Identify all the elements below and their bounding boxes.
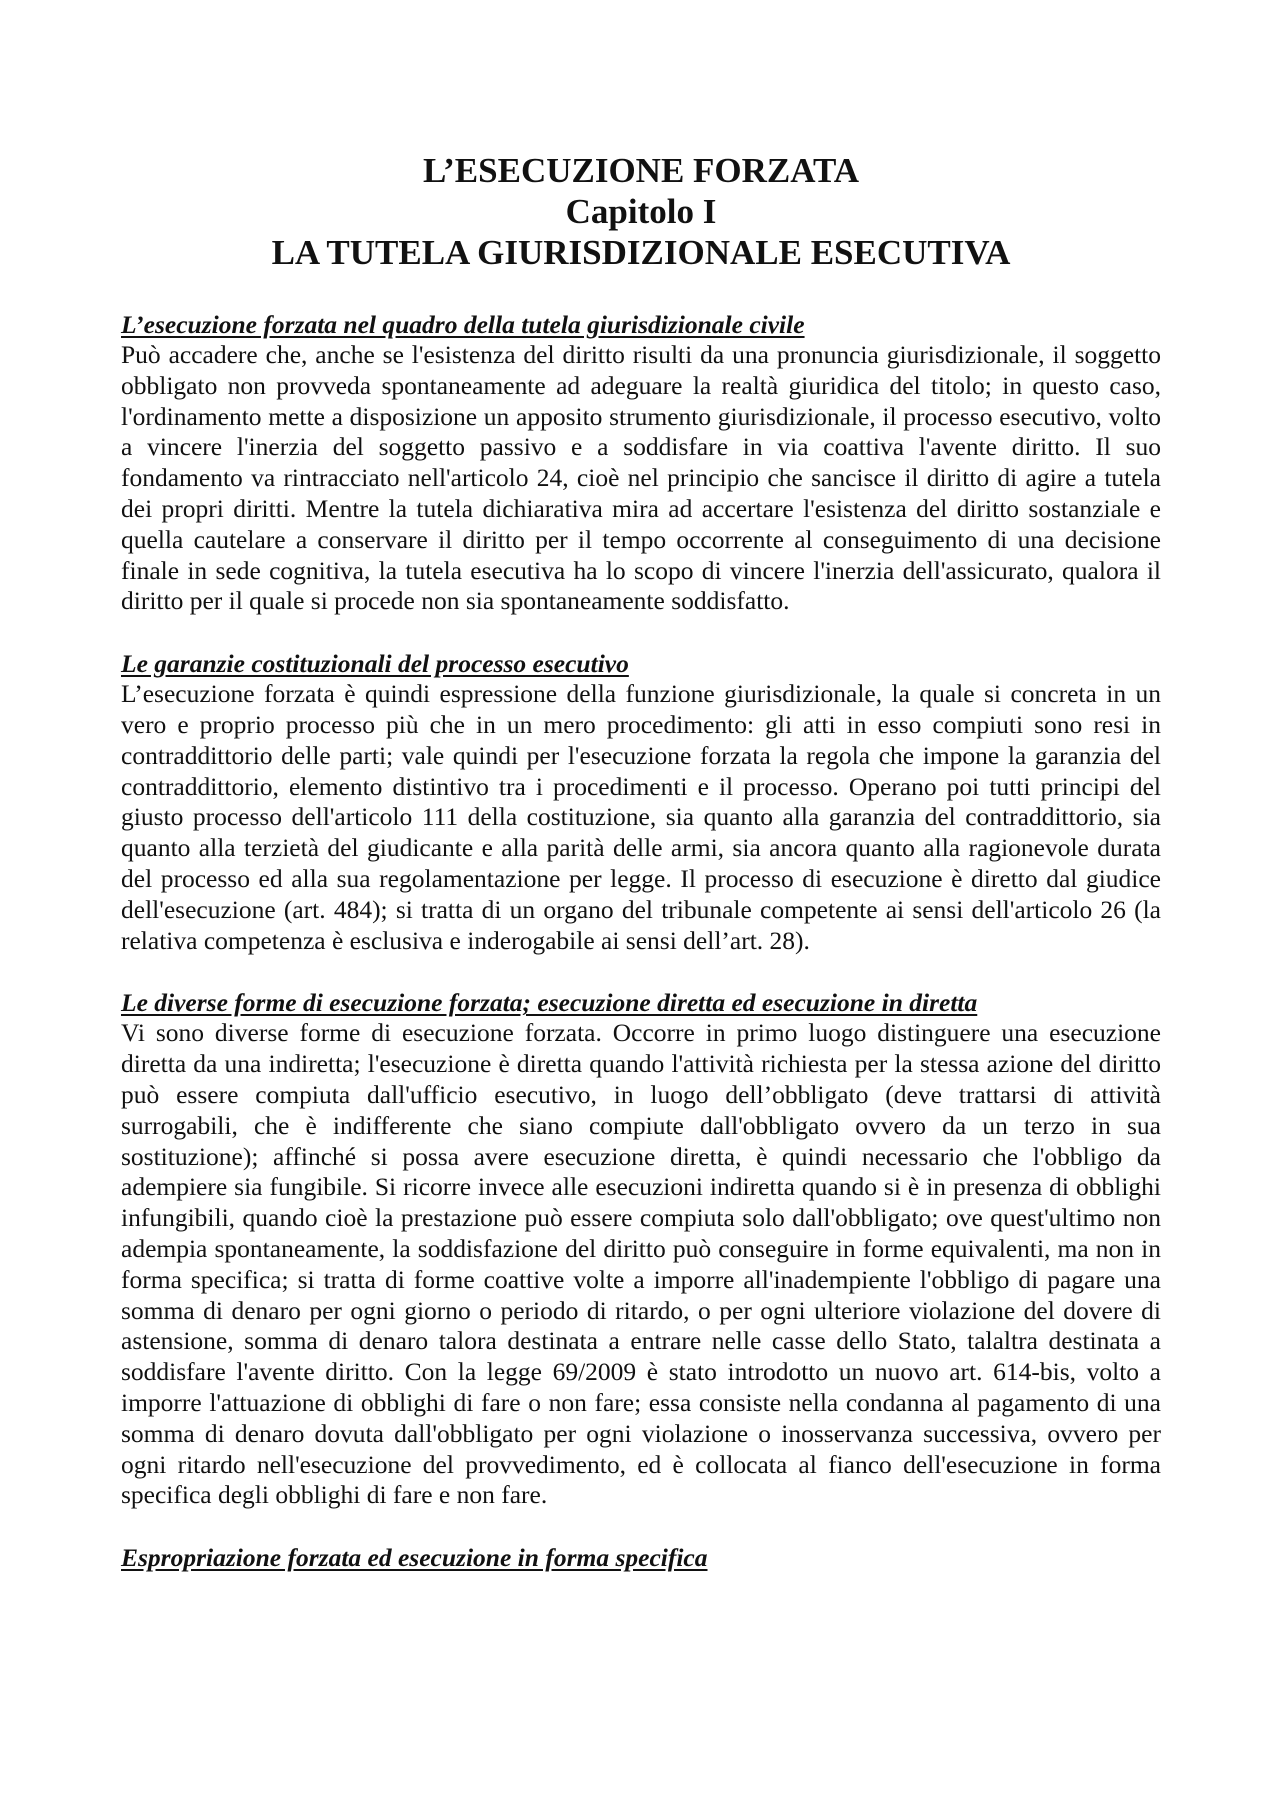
title-line-chapter: Capitolo I [565, 192, 717, 231]
section-paragraph: L’esecuzione forzata è quindi espressione della funzione giurisdizionale, la quale si concreta in un vero e proprio processo più che in un mero procedimento: gli atti in esso compiuti sono resi in contraddittorio delle parti; vale quindi per l'esecuzione forzata la regola che impone la garanzia del contraddittorio, elemento distintivo tra i procedimenti e il processo. Operano poi tutti principi del giusto processo dell'articolo 111 della costituzione, sia quanto alla garanzia del contraddittorio, sia quanto alla terzietà del giudicante e alla parità delle armi, sia ancora quanto alla ragionevole durata del processo ed alla sua regolamentazione per legge. Il processo di esecuzione è diretto dal giudice dell'esecuzione (art. 484); si tratta di un organo del tribunale competente ai sensi dell'articolo 26 (la relativa competenza è esclusiva e inderogabile ai sensi dell’art. 28). [121, 679, 1161, 955]
title-line-main: L’ESECUZIONE FORZATA [423, 151, 859, 190]
document-page [121, 150, 1161, 1604]
section-heading: Espropriazione forzata ed esecuzione in forma specifica [121, 1543, 708, 1573]
section-quadro-tutela [121, 309, 1161, 617]
section-forme-esecuzione [121, 987, 1161, 1511]
section-heading: Le diverse forme di esecuzione forzata; esecuzione diretta ed esecuzione in diretta [121, 988, 978, 1018]
title-line-subtitle: LA TUTELA GIURISDIZIONALE ESECUTIVA [271, 233, 1011, 272]
section-paragraph: Può accadere che, anche se l'esistenza del diritto risulti da una pronuncia giurisdizionale, il soggetto obbligato non provveda spontaneamente ad adeguare la realtà giuridica del titolo; in questo caso, l'ordinamento mette a disposizione un apposito strumento giurisdizionale, il processo esecutivo, volto a vincere l'inerzia del soggetto passivo e a soddisfare in via coattiva l'avente diritto. Il suo fondamento va rintracciato nell'articolo 24, cioè nel principio che sancisce il diritto di agire a tutela dei propri diritti. Mentre la tutela dichiarativa mira ad accertare l'esistenza del diritto sostanziale e quella cautelare a conservare il diritto per il tempo occorrente al conseguimento di una decisione finale in sede cognitiva, la tutela esecutiva ha lo scopo di vincere l'inerzia dell'assicurato, qualora il diritto per il quale si procede non sia spontaneamente soddisfatto. [121, 340, 1161, 616]
section-heading: Le garanzie costituzionali del processo esecutivo [121, 649, 629, 679]
document-title [121, 150, 1161, 273]
section-heading: L’esecuzione forzata nel quadro della tutela giurisdizionale civile [121, 310, 805, 339]
section-espropriazione-forzata [121, 1542, 1161, 1573]
section-paragraph: Vi sono diverse forme di esecuzione forzata. Occorre in primo luogo distinguere una esecuzione diretta da una indiretta; l'esecuzione è diretta quando l'attività richiesta per la stessa azione del diritto può essere compiuta dall'ufficio esecutivo, in luogo dell’obbligato (deve trattarsi di attività surrogabili, che è indifferente che siano compiute dall'obbligato ovvero da un terzo in sua sostituzione); affinché si possa avere esecuzione diretta, è quindi necessario che l'obbligo da adempiere sia fungibile. Si ricorre invece alle esecuzioni indiretta quando si è in presenza di obblighi infungibili, quando cioè la prestazione può essere compiuta solo dall'obbligato; ove quest'ultimo non adempia spontaneamente, la soddisfazione del diritto può conseguire in forme equivalenti, ma non in forma specifica; si tratta di forme coattive volte a imporre all'inadempiente l'obbligo di pagare una somma di denaro per ogni giorno o periodo di ritardo, o per ogni ulteriore violazione del dovere di astensione, somma di denaro talora destinata a entrare nelle casse dello Stato, talaltra destinata a soddisfare l'avente diritto. Con la legge 69/2009 è stato introdotto un nuovo art. 614-bis, volto a imporre l'attuazione di obblighi di fare o non fare; essa consiste nella condanna al pagamento di una somma di denaro dovuta dall'obbligato per ogni violazione o inosservanza successiva, ovvero per ogni ritardo nell'esecuzione del provvedimento, ed è collocata al fianco dell'esecuzione in forma specifica degli obblighi di fare e non fare. [121, 1018, 1161, 1510]
section-garanzie-costituzionali [121, 648, 1161, 956]
